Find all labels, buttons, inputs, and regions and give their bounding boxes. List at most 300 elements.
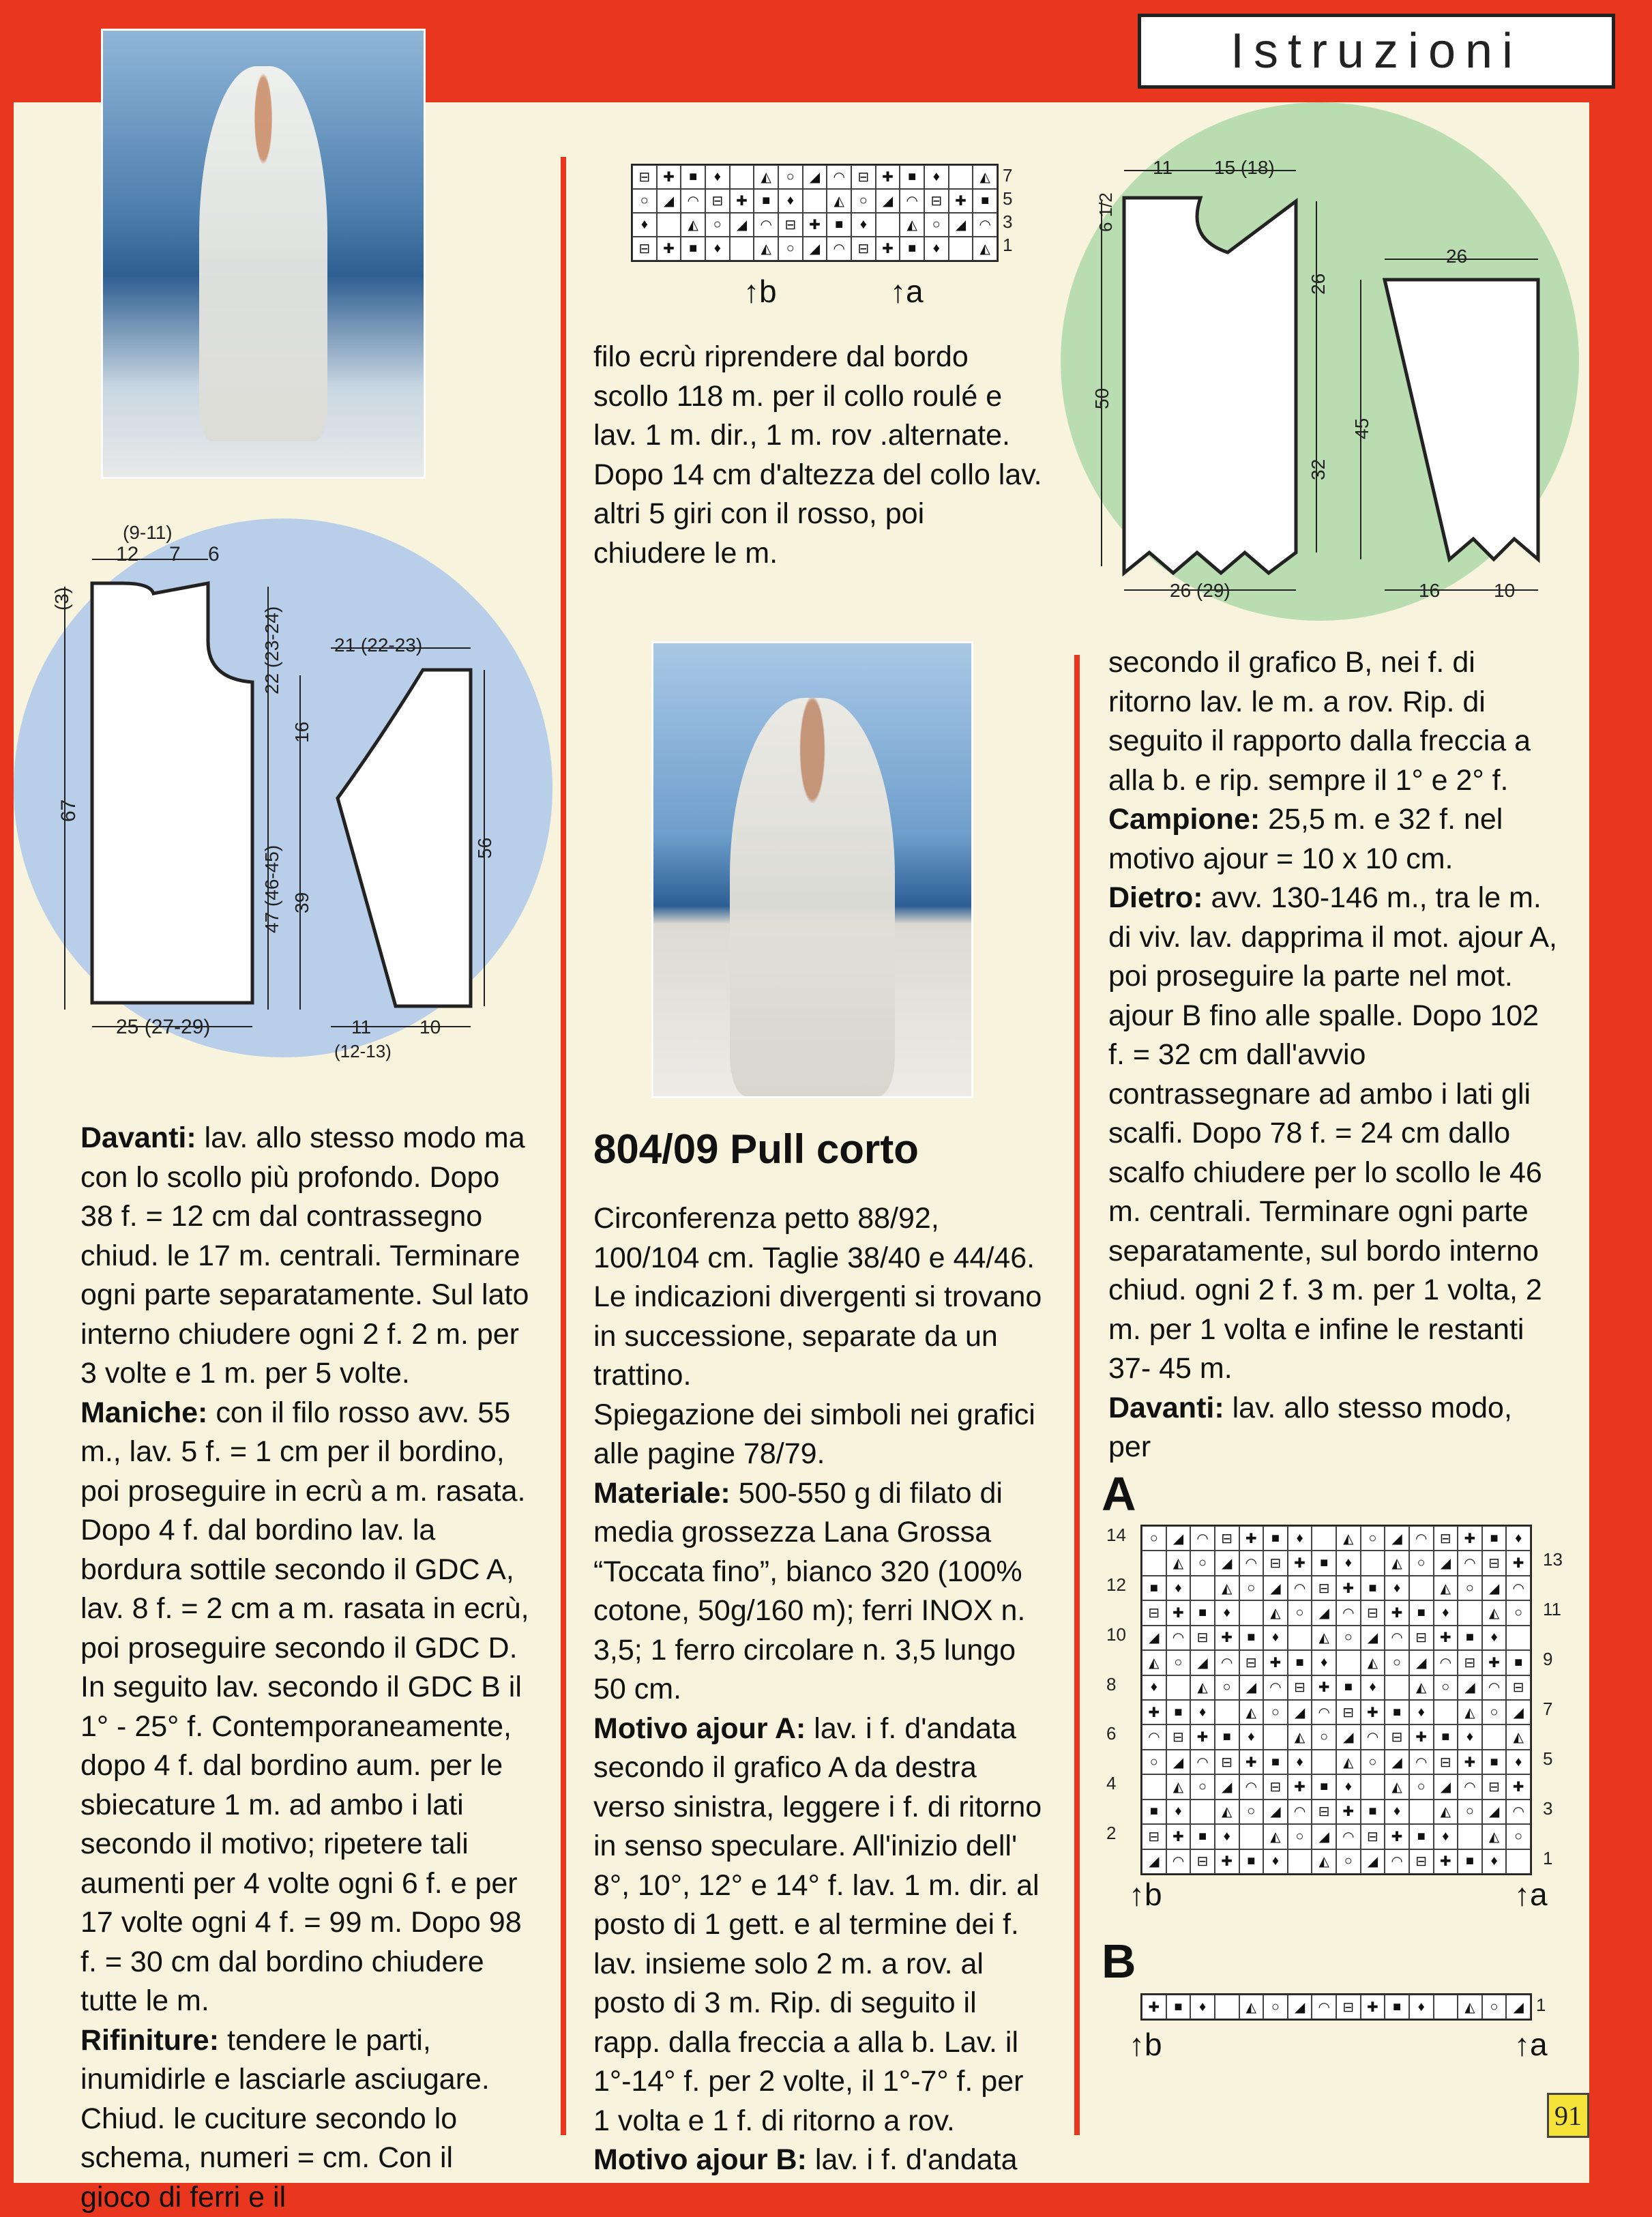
chart-cell: ✚: [1361, 1700, 1385, 1724]
chart-cell: ○: [1288, 1600, 1312, 1625]
page-number: 91: [1547, 2093, 1589, 2138]
paragraph-lead: Materiale:: [593, 1477, 731, 1510]
chart-cell: ■: [1215, 1724, 1239, 1749]
chart-cell: ✚: [1142, 1995, 1166, 2019]
chart-cell: ✚: [1336, 1800, 1361, 1824]
chart-cell: ○: [1142, 1750, 1166, 1774]
chart-cell: ✚: [1215, 1849, 1239, 1874]
chart-b-arrow-b: ↑b: [1129, 2026, 1162, 2063]
chart-cell: ✚: [949, 189, 973, 213]
chart-cell: ♦: [1190, 1995, 1215, 2019]
chart-cell: ◠: [681, 189, 705, 213]
col1-paragraph: [80, 1119, 531, 1394]
chart-cell: ◠: [1482, 1675, 1507, 1700]
chart-cell: ■: [1166, 1700, 1191, 1724]
chart-cell: ♦: [1336, 1551, 1361, 1575]
chart-cell: ◢: [1263, 1576, 1288, 1600]
chart-cell: [1434, 1700, 1458, 1724]
chart-cell: ○: [1361, 1750, 1385, 1774]
chart-a-row-label: 9: [1543, 1649, 1552, 1670]
chart-small: [631, 164, 999, 262]
chart-cell: ⊟: [1409, 1849, 1434, 1874]
chart-small-row-5: 5: [1003, 188, 1012, 209]
chart-cell: ◭: [1215, 1576, 1239, 1600]
chart-cell: ✚: [1263, 1650, 1288, 1675]
chart-cell: ✚: [1190, 1724, 1215, 1749]
chart-cell: ■: [1312, 1774, 1336, 1799]
chart-cell: ■: [1263, 1750, 1288, 1774]
chart-cell: ■: [681, 165, 705, 189]
chart-cell: ◭: [1385, 1551, 1409, 1575]
schema1-top-b: 12: [116, 543, 138, 566]
chart-cell: [730, 165, 754, 189]
chart-cell: [1336, 1650, 1361, 1675]
chart-cell: ♦: [1288, 1526, 1312, 1551]
chart-cell: ■: [973, 189, 997, 213]
chart-b-label: B: [1102, 1934, 1136, 1988]
col3-paragraph: [1108, 1389, 1559, 1467]
chart-a-row-label: 12: [1106, 1574, 1126, 1596]
model-photo-2: [651, 641, 973, 1098]
chart-cell: ✚: [1142, 1700, 1166, 1724]
schema2-top-a: 11: [1153, 157, 1172, 178]
chart-cell: ◠: [1506, 1576, 1531, 1600]
chart-a-arrow-b: ↑b: [1129, 1876, 1162, 1913]
chart-cell: ✚: [1239, 1750, 1264, 1774]
chart-cell: ♦: [1166, 1800, 1191, 1824]
chart-cell: ◭: [1409, 1675, 1434, 1700]
chart-cell: ◠: [1166, 1849, 1191, 1874]
section-header-title: Istruzioni: [1230, 23, 1522, 79]
chart-cell: ◭: [1434, 1800, 1458, 1824]
chart-cell: ◠: [1288, 1800, 1312, 1824]
chart-a-row-label: 8: [1106, 1674, 1116, 1695]
chart-cell: ■: [900, 237, 924, 261]
chart-cell: ■: [1336, 1675, 1361, 1700]
chart-cell: ◢: [1506, 1995, 1531, 2019]
chart-cell: ♦: [778, 189, 803, 213]
chart-cell: ◢: [1263, 1800, 1288, 1824]
chart-cell: ⊟: [632, 165, 657, 189]
chart-cell: ■: [1482, 1750, 1507, 1774]
chart-cell: ♦: [1361, 1675, 1385, 1700]
chart-cell: ◢: [1434, 1774, 1458, 1799]
paragraph-lead: Davanti:: [1108, 1392, 1224, 1424]
chart-cell: ◭: [900, 213, 924, 237]
chart-cell: ○: [1482, 1995, 1507, 2019]
chart-cell: ⊟: [1263, 1774, 1288, 1799]
chart-cell: ○: [705, 213, 730, 237]
chart-cell: ○: [1385, 1650, 1409, 1675]
chart-cell: ⊟: [924, 189, 949, 213]
chart-cell: ■: [1385, 1700, 1409, 1724]
chart-cell: ♦: [1263, 1626, 1288, 1650]
chart-cell: ○: [1336, 1626, 1361, 1650]
chart-cell: ✚: [1482, 1650, 1507, 1675]
chart-cell: ✚: [1409, 1724, 1434, 1749]
chart-cell: ◢: [1166, 1526, 1191, 1551]
chart-cell: ◢: [1482, 1800, 1507, 1824]
chart-cell: [1458, 1824, 1482, 1849]
chart-cell: ■: [1506, 1650, 1531, 1675]
chart-cell: ◢: [1336, 1724, 1361, 1749]
col1-paragraph: [80, 1394, 531, 2021]
schema2-sleeve-top: 26: [1446, 246, 1467, 267]
paragraph-lead: Motivo ajour B:: [593, 2143, 807, 2176]
chart-cell: [1385, 1675, 1409, 1700]
chart-cell: ♦: [1190, 1700, 1215, 1724]
chart-cell: ⊟: [1215, 1526, 1239, 1551]
chart-cell: ◭: [754, 237, 778, 261]
chart-cell: ◠: [1166, 1626, 1191, 1650]
chart-cell: ◠: [1239, 1551, 1264, 1575]
chart-cell: ✚: [1288, 1551, 1312, 1575]
chart-cell: ○: [1458, 1576, 1482, 1600]
chart-cell: ✚: [1458, 1526, 1482, 1551]
chart-cell: ♦: [1434, 1600, 1458, 1625]
chart-cell: ◠: [1190, 1750, 1215, 1774]
chart-cell: ✚: [1385, 1600, 1409, 1625]
chart-cell: ✚: [1288, 1774, 1312, 1799]
chart-a: [1140, 1525, 1532, 1875]
chart-small-row-3: 3: [1003, 211, 1012, 233]
paragraph-text: 500-550 g di filato di media grossezza Lana Grossa “Toccata fino”, bianco 320 (100% cotone, 50g/160 m); ferri INOX n. 3,5; 1 ferro circolare n. 3,5 lungo 50 cm.: [593, 1477, 1025, 1706]
chart-cell: ✚: [1434, 1849, 1458, 1874]
chart-cell: ◠: [1288, 1576, 1312, 1600]
paragraph-text: lav. i f. d'andata: [807, 2143, 1018, 2176]
chart-cell: [1142, 1551, 1166, 1575]
chart-cell: ◭: [1288, 1724, 1312, 1749]
col1-paragraph: [80, 2021, 531, 2217]
chart-cell: ■: [1239, 1626, 1264, 1650]
text-column-1: [80, 1119, 531, 2217]
chart-cell: ✚: [1215, 1626, 1239, 1650]
chart-cell: [1288, 1849, 1312, 1874]
schema2-right-lower: 32: [1308, 459, 1329, 480]
chart-cell: ♦: [1482, 1849, 1507, 1874]
chart-cell: ✚: [876, 165, 900, 189]
chart-cell: [1142, 1774, 1166, 1799]
collar-instructions: filo ecrù riprendere dal bordo scollo 118 m. per il collo roulé e lav. 1 m. dir., 1 m. rov .alternate. Dopo 14 cm d'altezza del collo lav. altri 5 giri con il rosso, poi chiudere le m.: [593, 338, 1044, 573]
chart-cell: ✚: [1361, 1995, 1385, 2019]
schema1-bottom: 25 (27-29): [116, 1016, 210, 1038]
chart-cell: ◢: [1385, 1750, 1409, 1774]
chart-cell: ◢: [1312, 1600, 1336, 1625]
chart-cell: ✚: [1336, 1576, 1361, 1600]
chart-a-row-label: 2: [1106, 1823, 1116, 1844]
chart-cell: ■: [1142, 1800, 1166, 1824]
chart-a-row-label: 11: [1543, 1599, 1561, 1620]
schema1-top-a: (9-11): [123, 522, 173, 543]
chart-cell: ◢: [1142, 1849, 1166, 1874]
schema2-top-b: 15 (18): [1214, 157, 1275, 178]
chart-cell: ◭: [1312, 1849, 1336, 1874]
chart-cell: ◠: [1409, 1526, 1434, 1551]
chart-cell: ♦: [924, 165, 949, 189]
chart-cell: ○: [1166, 1650, 1191, 1675]
chart-cell: ○: [1288, 1824, 1312, 1849]
chart-cell: ◠: [1458, 1551, 1482, 1575]
schema2-bottom: 26 (29): [1170, 580, 1230, 601]
chart-cell: ○: [1190, 1551, 1215, 1575]
chart-cell: ◭: [1142, 1650, 1166, 1675]
text-column-2: [593, 1199, 1044, 2180]
schema2-sleeve-bottom-b: 10: [1494, 580, 1515, 601]
chart-cell: [730, 237, 754, 261]
chart-cell: ○: [1312, 1724, 1336, 1749]
schema2-right-upper: 26: [1308, 274, 1329, 295]
chart-cell: [1239, 1600, 1264, 1625]
chart-cell: [1361, 1774, 1385, 1799]
chart-cell: [876, 213, 900, 237]
chart-cell: ⊟: [1142, 1824, 1166, 1849]
paragraph-lead: Motivo ajour A:: [593, 1712, 806, 1745]
chart-cell: ⊟: [1190, 1626, 1215, 1650]
chart-cell: ◢: [1361, 1849, 1385, 1874]
chart-cell: ◠: [1336, 1600, 1361, 1625]
chart-cell: ■: [1361, 1800, 1385, 1824]
paragraph-text: lav. allo stesso modo, per: [1108, 1392, 1512, 1464]
chart-cell: ♦: [1482, 1626, 1507, 1650]
chart-cell: ◢: [1482, 1576, 1507, 1600]
chart-cell: ⊟: [1458, 1650, 1482, 1675]
chart-cell: ◢: [1385, 1526, 1409, 1551]
chart-cell: ⊟: [1312, 1800, 1336, 1824]
chart-cell: [1506, 1849, 1531, 1874]
chart-small-arrow-a: ↑a: [890, 273, 924, 310]
text-column-2-top: [593, 338, 1044, 573]
model-photo-1: [101, 29, 426, 479]
chart-cell: ◠: [1312, 1700, 1336, 1724]
chart-cell: ○: [1336, 1849, 1361, 1874]
chart-cell: ⊟: [1482, 1774, 1507, 1799]
col2-paragraph: [593, 1474, 1044, 1709]
chart-b: [1140, 1993, 1532, 2021]
chart-a-label: A: [1102, 1467, 1136, 1521]
schema2-sleeve-bottom-a: 16: [1419, 580, 1440, 601]
section-header: [1138, 14, 1615, 89]
chart-cell: ♦: [1263, 1849, 1288, 1874]
chart-cell: ◢: [1506, 1700, 1531, 1724]
chart-cell: ♦: [1409, 1700, 1434, 1724]
chart-cell: ◠: [900, 189, 924, 213]
chart-cell: ✚: [1506, 1551, 1531, 1575]
chart-cell: ◭: [1458, 1995, 1482, 2019]
col2-paragraph: [593, 2141, 1044, 2180]
chart-cell: ■: [1409, 1824, 1434, 1849]
schema1-top-c: 7: [169, 543, 181, 566]
chart-cell: [1434, 1995, 1458, 2019]
chart-cell: ♦: [1506, 1526, 1531, 1551]
chart-cell: ◠: [754, 213, 778, 237]
chart-cell: ◭: [1239, 1995, 1264, 2019]
chart-cell: ◠: [1336, 1824, 1361, 1849]
chart-cell: ◠: [827, 165, 851, 189]
chart-cell: ○: [924, 213, 949, 237]
chart-cell: [1409, 1800, 1434, 1824]
chart-cell: ○: [1239, 1800, 1264, 1824]
chart-cell: ♦: [1312, 1650, 1336, 1675]
schema-front-sleeve: [41, 518, 518, 1064]
col3-paragraph: [1108, 879, 1559, 1389]
chart-b-arrow-a: ↑a: [1514, 2026, 1548, 2063]
chart-cell: ✚: [1166, 1824, 1191, 1849]
chart-cell: ■: [900, 165, 924, 189]
paragraph-text: lav. allo stesso modo ma con lo scollo più profondo. Dopo 38 f. = 12 cm dal contrassegno chiud. le 17 m. centrali. Terminare ogni parte separatamente. Sul lato interno chiudere ogni 2 f. 2 m. per 3 volte e 1 m. per 5 volte.: [80, 1121, 529, 1390]
chart-cell: ⊟: [705, 189, 730, 213]
chart-cell: ◭: [1336, 1526, 1361, 1551]
chart-cell: ⊟: [1336, 1995, 1361, 2019]
chart-cell: ○: [632, 189, 657, 213]
chart-cell: ♦: [1215, 1600, 1239, 1625]
chart-cell: ⊟: [1361, 1600, 1385, 1625]
chart-a-row-label: 10: [1106, 1624, 1126, 1645]
chart-a-row-label: 6: [1106, 1723, 1116, 1744]
chart-cell: ■: [827, 213, 851, 237]
chart-cell: ○: [1409, 1551, 1434, 1575]
chart-cell: ✚: [1385, 1824, 1409, 1849]
chart-b-row-1: 1: [1536, 1995, 1546, 2016]
chart-cell: ○: [1409, 1774, 1434, 1799]
chart-a-row-label: 7: [1543, 1699, 1552, 1720]
chart-cell: ■: [1263, 1526, 1288, 1551]
chart-cell: ⊟: [632, 237, 657, 261]
col2-paragraph: [593, 1199, 1044, 1396]
chart-cell: ◠: [1409, 1750, 1434, 1774]
chart-cell: ◢: [803, 165, 827, 189]
chart-cell: [1288, 1626, 1312, 1650]
col2-paragraph: [593, 1709, 1044, 2141]
chart-cell: ■: [681, 237, 705, 261]
schema2-sleeve-total: 45: [1351, 418, 1372, 439]
chart-cell: ◠: [973, 213, 997, 237]
chart-cell: ◭: [1239, 1700, 1264, 1724]
chart-cell: ◭: [1482, 1600, 1507, 1625]
chart-cell: ◢: [1215, 1551, 1239, 1575]
chart-cell: ⊟: [1434, 1526, 1458, 1551]
chart-cell: ⊟: [1312, 1576, 1336, 1600]
chart-cell: ■: [1239, 1849, 1264, 1874]
chart-cell: [1312, 1750, 1336, 1774]
chart-cell: [1190, 1576, 1215, 1600]
chart-cell: ■: [1482, 1526, 1507, 1551]
chart-cell: [1361, 1551, 1385, 1575]
chart-cell: ⊟: [1385, 1724, 1409, 1749]
chart-cell: ◢: [1215, 1774, 1239, 1799]
paragraph-text: Spiegazione dei simboli nei grafici alle pagine 78/79.: [593, 1398, 1035, 1471]
chart-cell: ⊟: [1215, 1750, 1239, 1774]
schema1-left-small: (3): [51, 587, 72, 611]
chart-a-row-label: 13: [1543, 1549, 1563, 1570]
chart-cell: ♦: [705, 237, 730, 261]
chart-cell: ○: [1239, 1576, 1264, 1600]
chart-cell: [1215, 1995, 1239, 2019]
chart-cell: ◠: [1434, 1650, 1458, 1675]
chart-cell: ♦: [1288, 1750, 1312, 1774]
chart-cell: ✚: [876, 237, 900, 261]
paragraph-lead: Dietro:: [1108, 881, 1203, 914]
chart-cell: ○: [1142, 1526, 1166, 1551]
paragraph-text: tendere le parti, inumidirle e lasciarle asciugare. Chiud. le cuciture secondo lo schema, numeri = cm. Con il gioco di ferri e il: [80, 2024, 490, 2214]
chart-cell: ◢: [1409, 1650, 1434, 1675]
schema1-right-lower: 47 (46-45): [261, 845, 282, 933]
paragraph-text: avv. 130-146 m., tra le m. di viv. lav. dapprima il mot. ajour A, poi proseguire la parte nel mot. ajour B fino alle spalle. Dopo 102 f. = 32 cm dall'avvio contrassegnare ad ambo i lati gli scalfi. Dopo 78 f. = 24 cm dallo scalfo chiudere per lo scollo le 46 m. centrali. Terminare ogni parte separatamente, sul bordo interno chiud. ogni 2 f. 3 m. per 1 volta, 2 m. per 1 volta e infine le restanti 37- 45 m.: [1108, 881, 1557, 1385]
chart-cell: ○: [1215, 1675, 1239, 1700]
pattern-title: 804/09 Pull corto: [593, 1126, 919, 1173]
chart-cell: [1263, 1724, 1288, 1749]
chart-cell: ◭: [1434, 1576, 1458, 1600]
chart-cell: ⊟: [1434, 1750, 1458, 1774]
chart-cell: ■: [1361, 1576, 1385, 1600]
chart-cell: ◢: [1434, 1551, 1458, 1575]
chart-cell: ✚: [657, 237, 681, 261]
chart-cell: ⊟: [1288, 1675, 1312, 1700]
paragraph-lead: Campione:: [1108, 803, 1260, 836]
column-divider-1: [561, 157, 566, 2135]
chart-cell: [1215, 1700, 1239, 1724]
chart-cell: ✚: [1166, 1600, 1191, 1625]
chart-cell: [1482, 1724, 1507, 1749]
chart-cell: ○: [778, 165, 803, 189]
chart-cell: ◠: [1312, 1995, 1336, 2019]
chart-cell: ♦: [1385, 1576, 1409, 1600]
chart-cell: ○: [1506, 1600, 1531, 1625]
paragraph-lead: Maniche:: [80, 1396, 207, 1429]
chart-cell: ○: [1263, 1700, 1288, 1724]
chart-cell: ♦: [851, 213, 876, 237]
schema1-sleeve-lower: 39: [291, 892, 312, 913]
chart-a-row-label: 14: [1106, 1525, 1126, 1546]
chart-cell: ◭: [1215, 1800, 1239, 1824]
chart-cell: ◢: [657, 189, 681, 213]
schema1-sleeve-upper: 16: [291, 722, 312, 743]
chart-small-row-7: 7: [1003, 165, 1012, 186]
chart-cell: ■: [1409, 1600, 1434, 1625]
chart-cell: ♦: [1336, 1774, 1361, 1799]
chart-cell: [803, 189, 827, 213]
chart-cell: ◠: [1263, 1675, 1288, 1700]
chart-a-row-label: 1: [1543, 1848, 1552, 1869]
chart-cell: ◢: [1166, 1750, 1191, 1774]
chart-cell: ♦: [1409, 1995, 1434, 2019]
chart-cell: ◢: [1288, 1995, 1312, 2019]
chart-cell: ⊟: [1263, 1551, 1288, 1575]
chart-cell: ◠: [1506, 1800, 1531, 1824]
chart-cell: ⊟: [1409, 1626, 1434, 1650]
chart-small-arrow-b: ↑b: [743, 273, 777, 310]
chart-cell: ⊟: [851, 237, 876, 261]
schema1-sleeve-top: 21 (22-23): [334, 634, 422, 656]
chart-cell: ◢: [1288, 1700, 1312, 1724]
chart-cell: [1458, 1600, 1482, 1625]
chart-cell: ◭: [1263, 1824, 1288, 1849]
chart-a-row-label: 3: [1543, 1798, 1552, 1819]
chart-cell: [1166, 1675, 1191, 1700]
chart-cell: ✚: [730, 189, 754, 213]
chart-cell: ■: [754, 189, 778, 213]
chart-cell: ■: [1190, 1600, 1215, 1625]
chart-cell: [1239, 1824, 1264, 1849]
chart-cell: ◭: [973, 165, 997, 189]
chart-cell: ◭: [827, 189, 851, 213]
chart-cell: ◭: [1312, 1626, 1336, 1650]
chart-cell: ⊟: [1166, 1724, 1191, 1749]
chart-cell: ◢: [803, 237, 827, 261]
paragraph-text: lav. i f. d'andata secondo il grafico A da destra verso sinistra, leggere i f. di ritorno in senso speculare. All'inizio dell' 8°, 10°, 12° e 14° f. lav. 1 m. dir. al posto di 1 gett. e al termine dei f. lav. insieme solo 2 m. a rov. al posto di 3 m. Rip. di seguito il rapp. dalla freccia a alla b. Lav. il 1°-14° f. per 2 volte, il 1°-7° f. per 1 volta e 1 f. di ritorno a rov.: [593, 1712, 1042, 2137]
chart-cell: ○: [1506, 1824, 1531, 1849]
chart-cell: [949, 165, 973, 189]
chart-cell: ♦: [1458, 1724, 1482, 1749]
